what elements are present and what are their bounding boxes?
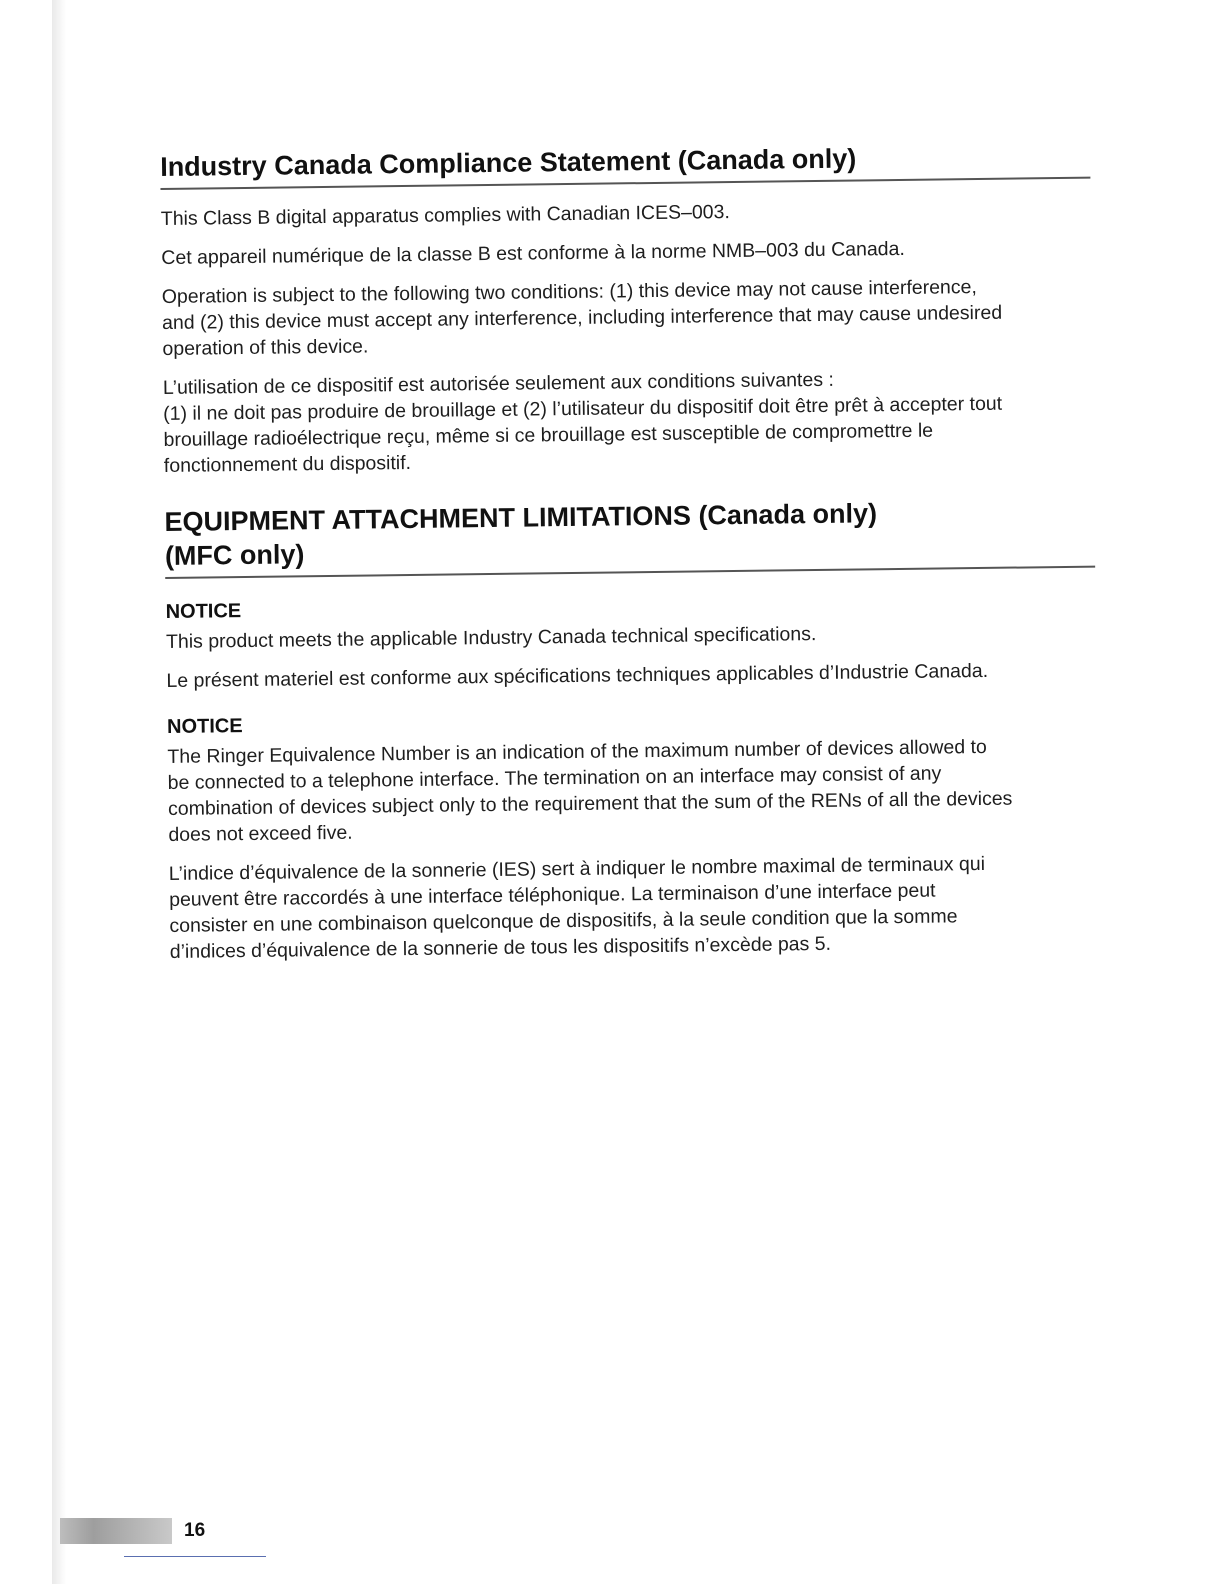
text-line: combination of devices subject only to the requirement that the sum of the RENs of all the devices — [167, 787, 1013, 820]
text-line: Cet appareil numérique de la classe B est conforme à la norme NMB–003 du Canada. — [161, 237, 905, 269]
section-heading-line: (MFC only) — [164, 539, 305, 571]
text-line: Le présent materiel est conforme aux spécifications techniques applicables d’Industrie Canada. — [166, 659, 989, 692]
section-heading-equipment-attachment — [164, 494, 1095, 579]
text-line: be connected to a telephone interface. The termination on an interface may consist of any — [167, 762, 942, 794]
text-line: fonctionnement du dispositif. — [163, 451, 412, 477]
page-content — [160, 139, 1100, 965]
page-number-tab — [60, 1518, 172, 1544]
text-line: operation of this device. — [162, 335, 369, 360]
paragraph-ices-003 — [161, 195, 1091, 232]
paragraph-operation-conditions — [162, 273, 1093, 362]
section-heading-line: EQUIPMENT ATTACHMENT LIMITATIONS (Canada only) — [164, 498, 878, 537]
text-line: The Ringer Equivalence Number is an indication of the maximum number of devices allowed to — [167, 735, 987, 768]
text-line: L’utilisation de ce dispositif est autorisée seulement aux conditions suivantes : — [162, 368, 834, 399]
paragraph-ringer-equivalence — [167, 733, 1098, 848]
text-line: Operation is subject to the following two conditions: (1) this device may not cause interference, — [161, 276, 977, 308]
footer-rule — [124, 1556, 266, 1557]
text-line: and (2) this device must accept any interference, including interference that may cause undesired — [161, 301, 1003, 334]
text-line: consister en une combinaison quelconque de dispositifs, à la seule condition que la somme — [169, 905, 958, 937]
paragraph-ringer-equivalence-french — [169, 850, 1100, 965]
section-heading-industry-canada — [160, 139, 1090, 190]
paragraph-nmb-003 — [161, 234, 1091, 271]
text-line: peuvent être raccordés à une interface téléphonique. La terminaison d’une interface peut — [169, 879, 936, 911]
text-line: does not exceed five. — [168, 821, 353, 846]
section-heading-text: Industry Canada Compliance Statement (Canada only) — [160, 143, 857, 182]
text-line: (1) il ne doit pas produire de brouillage et (2) l’utilisateur du dispositif doit être prêt à accepter tout — [163, 392, 1003, 425]
paragraph-conditions-french — [163, 364, 1094, 479]
page-number: 16 — [184, 1520, 206, 1541]
notice-label: NOTICE — [166, 715, 243, 738]
notice-label: NOTICE — [165, 600, 242, 623]
paragraph-specifications-french — [166, 657, 1096, 694]
text-line: brouillage radioélectrique reçu, même si ce brouillage est susceptible de compromettre le — [163, 419, 934, 451]
text-line: L’indice d’équivalence de la sonnerie (IES) sert à indiquer le nombre maximal de terminaux qui — [168, 852, 986, 885]
text-line: This product meets the applicable Industry Canada technical specifications. — [165, 623, 817, 653]
page-spine-shadow — [52, 0, 66, 1584]
text-line: d’indices d’équivalence de la sonnerie de tous les dispositifs n’excède pas 5. — [169, 932, 832, 963]
text-line: This Class B digital apparatus complies with Canadian ICES–003. — [160, 201, 730, 230]
